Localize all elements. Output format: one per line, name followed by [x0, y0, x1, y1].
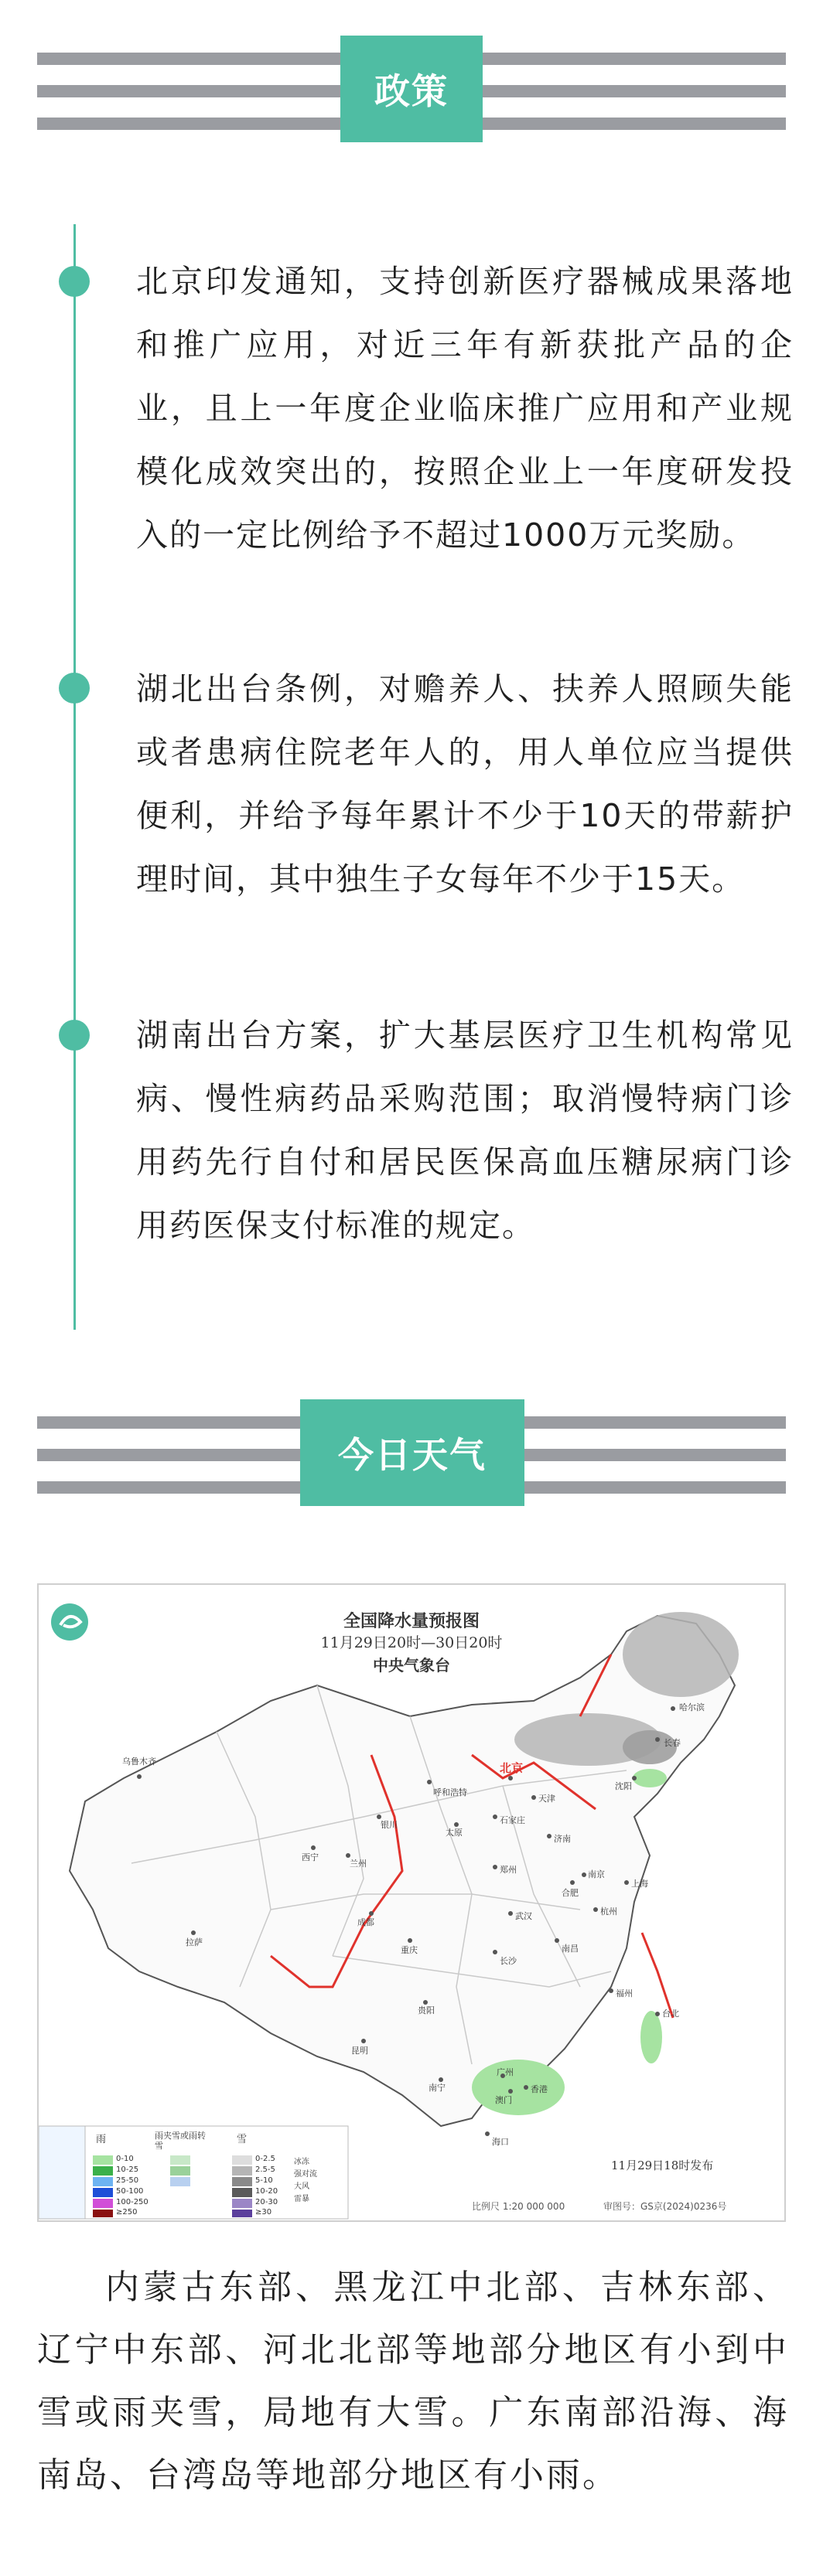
map-review-number: 审图号：GS京(2024)0236号 — [603, 2201, 727, 2212]
timeline-dot-icon — [59, 266, 90, 297]
snow-level-label: 5-10 — [255, 2176, 273, 2185]
snow-level-label: 10-20 — [255, 2187, 278, 2196]
city-label: 乌鲁木齐 — [122, 1757, 156, 1767]
rain-level-label: 0-10 — [116, 2155, 134, 2163]
policy-item: 湖南出台方案，扩大基层医疗卫生机构常见病、慢性病药品采购范围；取消慢特病门诊用药先行自付和居民医保高血压糖尿病门诊用药医保支付标准的规定。 — [136, 1017, 794, 1244]
city-label: 郑州 — [500, 1865, 517, 1875]
city-label: 南京 — [588, 1869, 605, 1879]
weather-description: 内蒙古东部、黑龙江中北部、吉林东部、辽宁中东部、河北北部等地部分地区有小到中雪或雨夹雪，局地有大雪。广东南部沿海、海南岛、台湾岛等地部分地区有小雨。 — [37, 2268, 789, 2495]
legend-header-snow: 雪 — [237, 2134, 248, 2145]
legend-mark: 大风 — [294, 2182, 309, 2191]
snow-level-label: 2.5-5 — [255, 2165, 275, 2174]
city-label: 哈尔滨 — [679, 1702, 705, 1712]
legend-mark: 雷暴 — [294, 2195, 309, 2203]
precipitation-forecast-map — [37, 1583, 786, 2222]
snow-level-label: 20-30 — [255, 2198, 278, 2206]
city-label: 天津 — [538, 1794, 555, 1804]
city-label: 沈阳 — [615, 1781, 632, 1791]
rain-level-label: 10-25 — [116, 2165, 139, 2174]
policy-section-header — [0, 36, 823, 150]
city-label: 北京 — [500, 1761, 524, 1775]
legend-mark: 冰冻 — [294, 2158, 309, 2166]
city-label: 呼和浩特 — [433, 1787, 467, 1797]
weather-section-header — [0, 1399, 823, 1514]
city-label: 福州 — [616, 1988, 633, 1998]
map-publish-time: 11月29日18时发布 — [611, 2159, 714, 2172]
policy-item: 北京印发通知，支持创新医疗器械成果落地和推广应用，对近三年有新获批产品的企业，且上一年度企业临床推广应用和产业规模化成效突出的，按照企业上一年度研发投入的一定比例给予不超过1000万元奖励。 — [136, 263, 794, 554]
city-label: 成都 — [357, 1917, 374, 1927]
city-label: 武汉 — [515, 1911, 532, 1921]
policy-item: 湖北出台条例，对赡养人、扶养人照顾失能或者患病住院老年人的，用人单位应当提供便利，并给予每年累计不少于10天的带薪护理时间，其中独生子女每年不少于15天。 — [136, 670, 794, 898]
city-label: 合肥 — [562, 1888, 579, 1898]
city-label: 拉萨 — [186, 1937, 203, 1947]
city-label: 重庆 — [401, 1945, 418, 1955]
city-label: 太原 — [446, 1828, 463, 1838]
city-label: 昆明 — [351, 2046, 368, 2056]
timeline-dot-icon — [59, 673, 90, 704]
map-scale: 比例尺 1:20 000 000 — [472, 2201, 565, 2212]
city-label: 南宁 — [429, 2083, 446, 2093]
timeline-line — [73, 224, 76, 1330]
rain-level-label: 50-100 — [116, 2187, 144, 2196]
map-title: 全国降水量预报图 — [343, 1611, 480, 1631]
rain-area — [472, 2060, 565, 2115]
rain-level-label: 25-50 — [116, 2176, 139, 2185]
legend-mark: 强对流 — [294, 2170, 317, 2179]
section-title: 政策 — [340, 36, 483, 142]
city-label: 海口 — [492, 2137, 509, 2147]
legend-header-mixed: 雨夹雪或雨转雪 — [155, 2131, 206, 2151]
snow-level-label: 0-2.5 — [255, 2155, 275, 2163]
rain-area — [633, 1769, 667, 1787]
section-title: 今日天气 — [300, 1399, 524, 1506]
city-label: 石家庄 — [500, 1815, 525, 1825]
city-label: 济南 — [554, 1834, 571, 1844]
city-label: 兰州 — [350, 1859, 367, 1869]
legend-header-rain: 雨 — [96, 2134, 107, 2145]
rain-area — [640, 2011, 662, 2063]
city-label: 澳门 — [495, 2095, 512, 2105]
city-label: 南昌 — [562, 1944, 579, 1954]
map-time-range: 11月29日20时—30日20时 — [320, 1634, 503, 1651]
city-label: 香港 — [531, 2084, 548, 2094]
city-label: 西宁 — [302, 1852, 319, 1862]
timeline-dot-icon — [59, 1020, 90, 1051]
city-label: 杭州 — [600, 1906, 617, 1917]
city-label: 广州 — [497, 2067, 514, 2077]
map-graphic — [39, 1585, 784, 2220]
city-label: 上海 — [631, 1879, 648, 1889]
rain-level-label: 100-250 — [116, 2198, 149, 2206]
snow-level-label: ≥30 — [255, 2208, 272, 2217]
city-label: 长沙 — [500, 1956, 517, 1966]
city-label: 银川 — [381, 1820, 398, 1830]
city-label: 长春 — [664, 1738, 681, 1748]
city-label: 台北 — [662, 2009, 679, 2019]
rain-level-label: ≥250 — [116, 2208, 138, 2217]
map-agency: 中央气象台 — [373, 1656, 450, 1675]
city-label: 贵阳 — [418, 2005, 435, 2015]
